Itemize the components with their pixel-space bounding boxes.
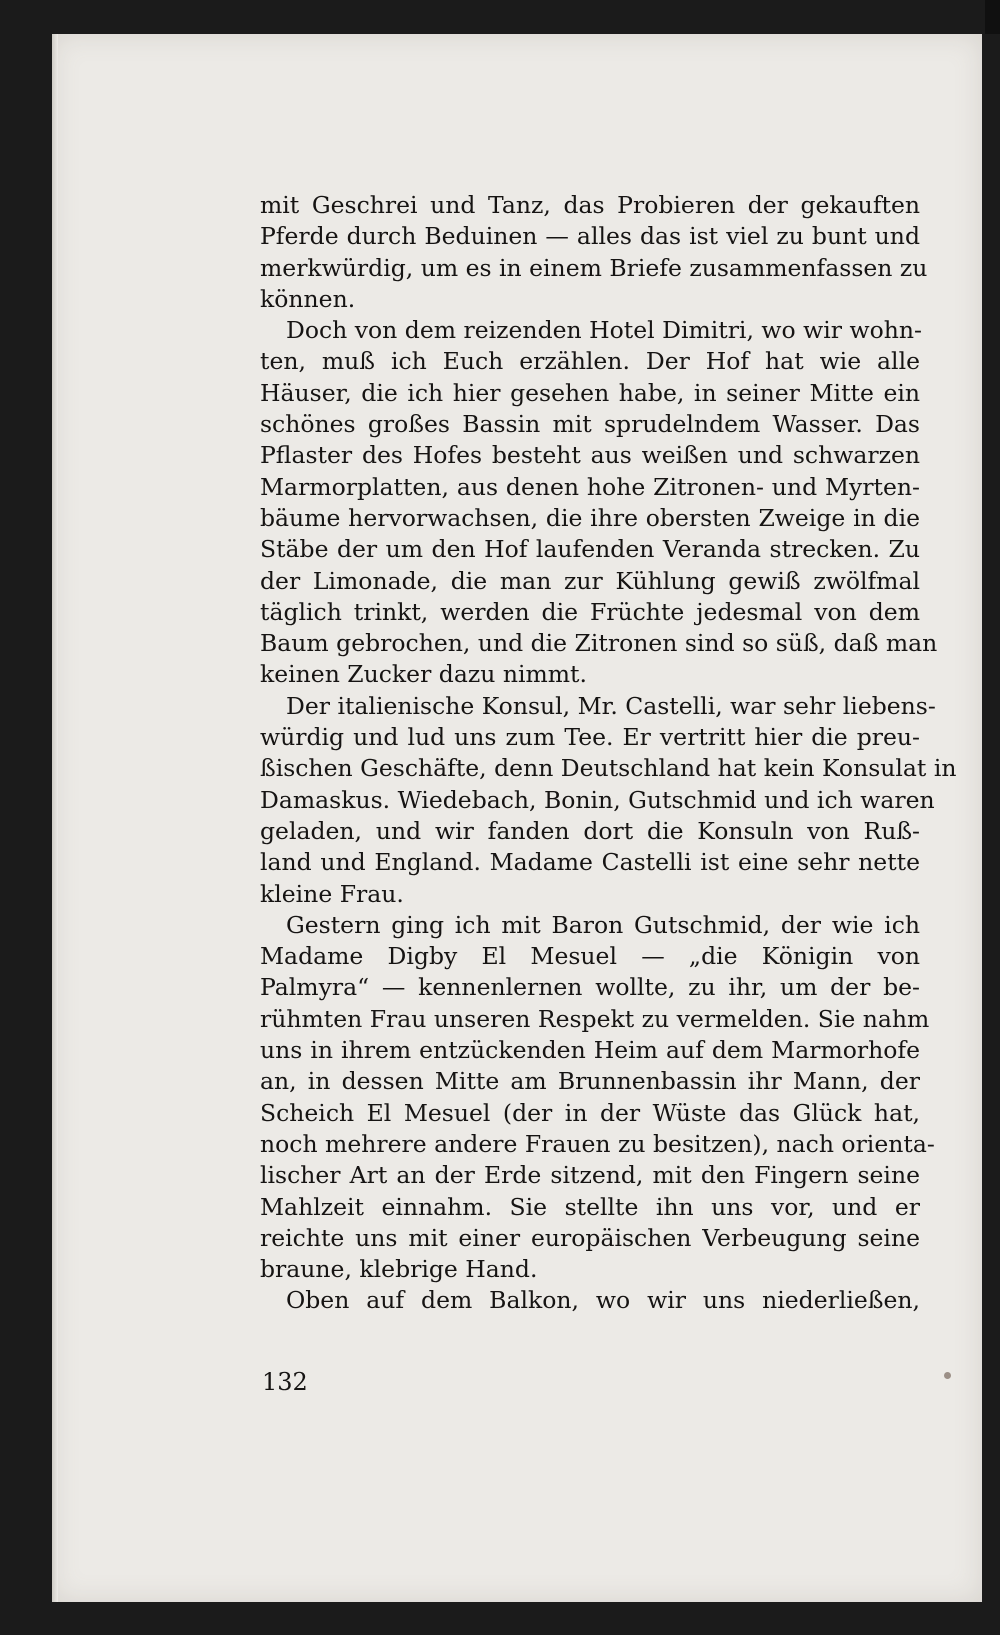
text-line: keinen Zucker dazu nimmt. [260,660,587,689]
page-gutter-shadow [52,34,58,1602]
text-line: an, in dessen Mitte am Brunnenbassin ihr Mann, der [260,1067,920,1096]
text-line: noch mehrere andere Frauen zu besitzen), nach orienta- [260,1129,935,1158]
text-line: Scheich El Mesuel (der in der Wüste das Glück hat, [260,1098,920,1127]
text-line: reichte uns mit einer europäischen Verbeugung seine [260,1223,920,1252]
scan-border-mark [985,0,1000,34]
text-line: Pflaster des Hofes besteht aus weißen und schwarzen [260,441,920,470]
text-line: können. [260,284,356,313]
text-line: uns in ihrem entzückenden Heim auf dem Marmorhofe [260,1036,920,1065]
text-line: Mahlzeit einnahm. Sie stellte ihn uns vor, und er [260,1192,920,1221]
text-line: Oben auf dem Balkon, wo wir uns niederließen, [286,1286,920,1315]
text-line: bäume hervorwachsen, die ihre obersten Zweige in die [260,503,920,532]
text-line: Palmyra“ — kennenlernen wollte, zu ihr, um der be- [260,973,920,1002]
text-line: Pferde durch Beduinen — alles das ist viel zu bunt und [260,222,920,251]
page-number: 132 [262,1368,308,1396]
text-line: Marmorplatten, aus denen hohe Zitronen- und Myrten- [260,472,920,501]
text-line: mit Geschrei und Tanz, das Probieren der gekauften [260,191,920,219]
text-line: ßischen Geschäfte, denn Deutschland hat kein Konsulat in [260,754,957,783]
text-line: der Limonade, die man zur Kühlung gewiß zwölfmal [260,566,920,595]
text-line: Gestern ging ich mit Baron Gutschmid, der wie ich [286,910,920,939]
text-line: Damaskus. Wiedebach, Bonin, Gutschmid und ich waren [260,785,935,814]
paper-speck [944,1372,951,1379]
text-line: kleine Frau. [260,879,404,908]
text-line: geladen, und wir fanden dort die Konsuln von Ruß- [260,816,920,845]
text-line: Häuser, die ich hier gesehen habe, in seiner Mitte ein [260,378,920,407]
text-line: rühmten Frau unseren Respekt zu vermelden. Sie nahm [260,1004,930,1033]
text-line: lischer Art an der Erde sitzend, mit den Fingern seine [260,1161,920,1190]
text-line: ten, muß ich Euch erzählen. Der Hof hat wie alle [260,347,920,376]
text-line: land und England. Madame Castelli ist eine sehr nette [260,848,920,877]
text-line: Doch von dem reizenden Hotel Dimitri, wo wir wohn- [286,316,922,345]
body-text [260,190,957,1317]
text-line: merkwürdig, um es in einem Briefe zusammenfassen zu [260,253,928,282]
text-line: braune, klebrige Hand. [260,1255,538,1284]
text-line: schönes großes Bassin mit sprudelndem Wasser. Das [260,410,920,439]
text-line: würdig und lud uns zum Tee. Er vertritt hier die preu- [260,723,920,752]
text-line: Der italienische Konsul, Mr. Castelli, war sehr liebens- [286,691,936,720]
text-line: Stäbe der um den Hof laufenden Veranda strecken. Zu [260,535,920,564]
text-line: Madame Digby El Mesuel — „die Königin von [260,942,920,971]
text-line: Baum gebrochen, und die Zitronen sind so süß, daß man [260,629,938,658]
text-line: täglich trinkt, werden die Früchte jedesmal von dem [260,597,920,626]
